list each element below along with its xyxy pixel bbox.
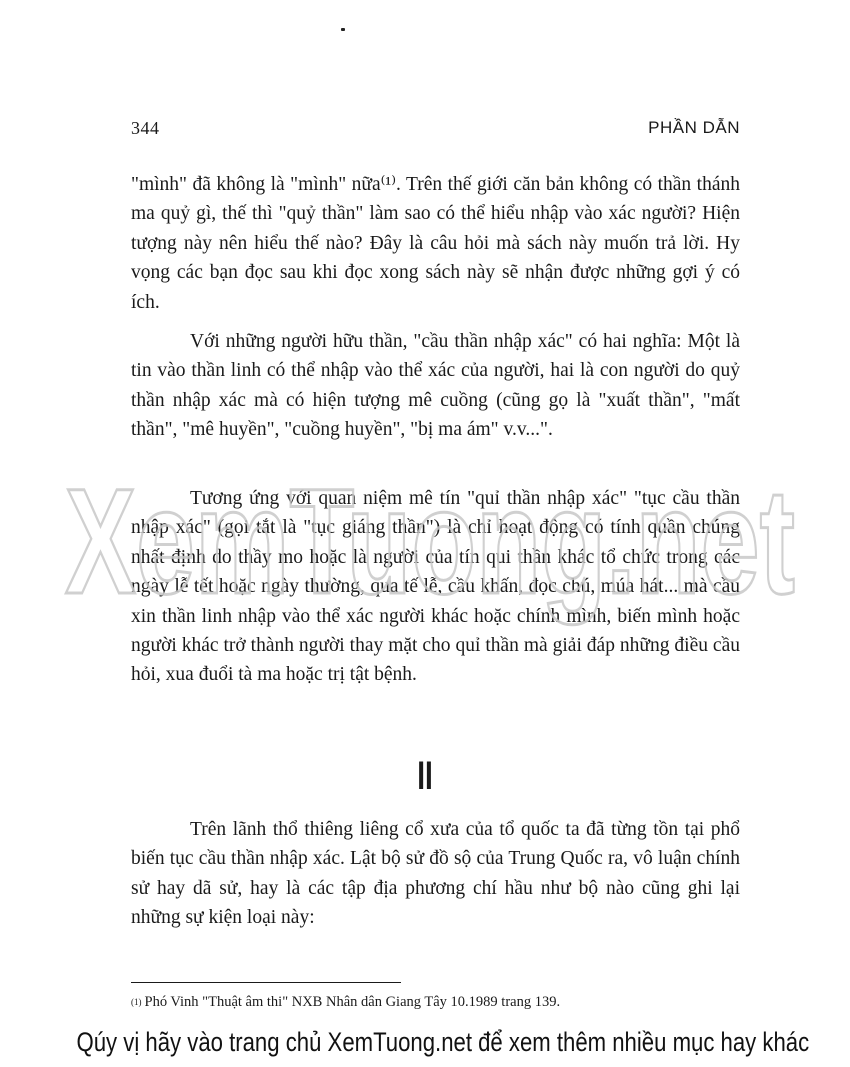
running-head: PHẦN DẪN [648,118,740,137]
promo-site-link[interactable]: XemTuong.net [327,1027,472,1057]
paragraph-2: Với những người hữu thần, "cầu thần nhập xác" có hai nghĩa: Một là tin vào thần linh có thể nhập vào thể xác của người, hai là con người do quỷ thần nhập xác mà có hiện tượng mê cuồng (cũng gọ là "xuất thần", "mất thần", "mê huyền", "cuồng huyền", "bị ma ám" v.v...". [131,331,740,441]
footnote-marker: (1) [131,997,142,1007]
watermark-text: XemTuong.net [65,457,795,625]
scan-speck [341,28,345,31]
page-number: 344 [131,118,160,138]
footnote [131,992,560,1012]
footnote-divider [131,982,401,983]
paragraph-3: Tương ứng với quan niệm mê tín "quỉ thần nhập xác" "tục cầu thần nhập xác" (gọi tắt là "tục giáng thần") là chỉ hoạt động có tính quần chúng nhất định do thầy mo hoặc là người của tín qui thần khác tổ chức trong các ngày lễ tết hoặc ngày thường, qua tế lễ, cầu khấn, đọc chú, múa hát... mà cầu xin thần linh nhập vào thể xác người khác hoặc chính mình, biến mình hoặc người khác trở thành người thay mặt cho quỉ thần mà giải đáp những điều cầu hỏi, xua đuổi tà ma hoặc trị tật bệnh. [131,488,740,686]
promo-banner [76,1025,810,1059]
paragraph-1: "mình" đã không là "mình" nữa⁽¹⁾. Trên thế giới căn bản không có thần thánh ma quỷ gì, thế thì "quỷ thần" làm sao có thể hiểu nhập vào xác người? Hiện tượng này nên hiểu thế nào? Đây là câu hỏi mà sách này muốn trả lời. Hy vọng các bạn đọc sau khi đọc xong sách này sẽ nhận được những gợi ý có ích. [131,174,740,313]
footnote-text: Phó Vinh "Thuật âm thi" NXB Nhân dân Giang Tây 10.1989 trang 139. [144,994,561,1010]
promo-text-before: Qúy vị hãy vào trang chủ [76,1027,328,1057]
paragraph-4: Trên lãnh thổ thiêng liêng cổ xưa của tổ quốc ta đã từng tồn tại phổ biến tục cầu thần nhập xác. Lật bộ sử đồ sộ của Trung Quốc ra, vô luận chính sử hay dã sử, hay là các tập địa phương chí hầu như bộ nào cũng ghi lại những sự kiện loại này: [131,819,740,929]
section-number: II [417,754,433,798]
promo-text-after: để xem thêm nhiều mục hay khác [471,1027,810,1057]
